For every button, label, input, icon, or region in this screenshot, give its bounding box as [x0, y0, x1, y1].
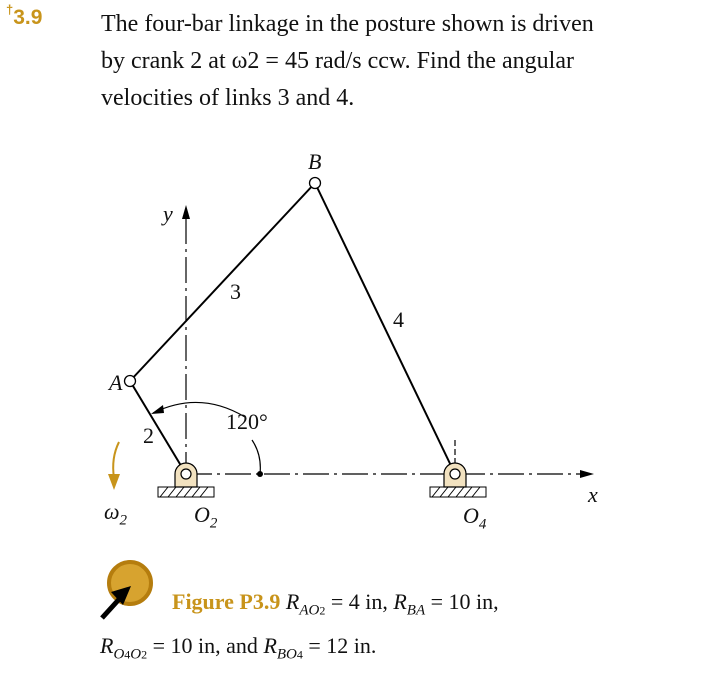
- caption-line-2: [100, 628, 499, 672]
- label-o4: [463, 503, 486, 533]
- ro4o2-value: = 10 in, and: [147, 633, 264, 659]
- rao2-subscript: AO: [299, 602, 320, 619]
- label-link-4: 4: [393, 307, 404, 332]
- problem-number-text: 3.9: [13, 6, 43, 29]
- ro4o2-sub-o: O: [113, 646, 125, 663]
- rbo4-subscript-2: 4: [296, 647, 303, 662]
- label-y: y: [163, 201, 173, 226]
- r-symbol-2: R: [393, 589, 407, 614]
- omega-arrowhead: [108, 474, 120, 490]
- label-x: x: [588, 482, 598, 507]
- statement-line-1: The four-bar linkage in the posture shown is driven: [101, 11, 594, 37]
- ro4o2-sub-o2: O: [130, 646, 142, 663]
- ro4o2-sub-2: 2: [141, 647, 148, 662]
- link-3: [130, 183, 315, 381]
- y-axis-arrow: [182, 205, 190, 219]
- rao2-subscript-2: 2: [319, 603, 326, 618]
- o2-letter: O: [194, 502, 210, 527]
- ro4o2-sub-4: 4: [124, 647, 131, 662]
- x-axis-arrow: [580, 470, 594, 478]
- label-link-3: 3: [230, 279, 241, 304]
- r-symbol: R: [285, 589, 300, 614]
- caption-line-1: [100, 584, 499, 628]
- ground-pivot-o4: [430, 440, 486, 497]
- angle-arc-bottom: [252, 440, 260, 474]
- label-o2: [194, 502, 217, 532]
- r-symbol-4: R: [263, 633, 277, 659]
- angle-dot: [257, 471, 263, 477]
- rao2-value: = 4 in,: [325, 589, 394, 614]
- rba-value: = 10 in,: [425, 589, 499, 614]
- o4-letter: O: [463, 503, 479, 528]
- rbo4-value: = 12 in.: [302, 633, 377, 659]
- r-symbol-3: R: [100, 633, 114, 659]
- omega-subscript: 2: [119, 512, 128, 529]
- rbo4-subscript: BO: [276, 646, 297, 663]
- label-omega2: [104, 499, 127, 529]
- joint-a: [125, 376, 136, 387]
- ground-pivot-o2: [158, 463, 214, 497]
- statement-line-3: velocities of links 3 and 4.: [101, 85, 355, 111]
- link-4: [315, 183, 455, 474]
- o4-subscript: 4: [478, 516, 487, 533]
- label-a: A: [109, 370, 123, 395]
- rba-subscript: BA: [406, 602, 426, 619]
- label-b: B: [308, 149, 322, 174]
- statement-line-2: by crank 2 at ω2 = 45 rad/s ccw. Find the angular: [101, 48, 574, 74]
- link-2: [130, 381, 186, 474]
- o2-subscript: 2: [209, 515, 218, 532]
- figure-tag: Figure P3.9: [172, 589, 281, 614]
- dagger-marker: †: [6, 2, 14, 17]
- omega-symbol: ω: [104, 499, 120, 524]
- label-link-2: 2: [143, 423, 154, 448]
- figure-caption: [100, 584, 499, 673]
- angle-arc-arrowhead: [151, 405, 164, 414]
- omega-arrow: [113, 442, 119, 478]
- joint-b: [310, 178, 321, 189]
- label-angle: 120°: [226, 409, 268, 434]
